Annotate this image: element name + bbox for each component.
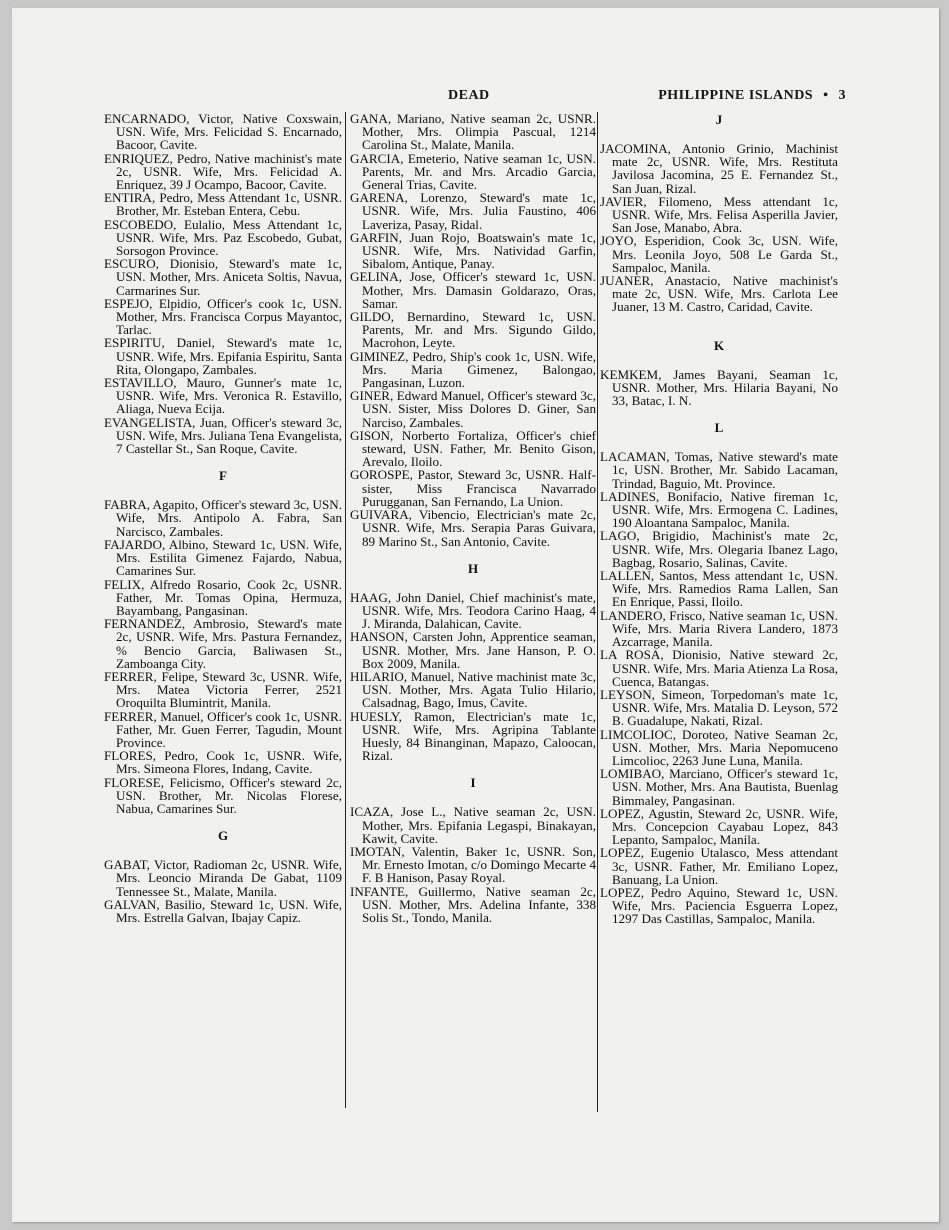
section-letter: F <box>219 468 227 484</box>
page-number: 3 <box>838 88 846 103</box>
casualty-entry: LOMIBAO, Marciano, Officer's steward 1c, USN. Mother, Mrs. Ana Bautista, Buenlag Bimmaley, Pangasinan. <box>600 766 838 808</box>
casualty-entry: GINER, Edward Manuel, Officer's steward 3c, USN. Sister, Miss Dolores D. Giner, San Narciso, Zambales. <box>350 388 596 430</box>
casualty-entry: ENCARNADO, Victor, Native Coxswain, USN. Wife, Mrs. Felicidad S. Encarnado, Bacoor, Cavite. <box>104 111 342 153</box>
section-name: PHILIPPINE ISLANDS <box>658 88 814 103</box>
section-letter: J <box>715 112 723 127</box>
casualty-entry: JACOMINA, Antonio Grinio, Machinist mate 2c, USNR. Wife, Mrs. Restituta Javilosa Jacomina, 25 E. Fernandez St., San Juan, Rizal. <box>600 141 838 196</box>
casualty-entry: GISON, Norberto Fortaliza, Officer's chief steward, USN. Father, Mr. Benito Gison, Arevalo, Iloilo. <box>350 427 596 470</box>
casualty-entry: GARFIN, Juan Rojo, Boatswain's mate 1c, USNR. Wife, Mrs. Natividad Garfin, Sibalom, Antique, Panay. <box>350 229 596 272</box>
casualty-entry: GOROSPE, Pastor, Steward 3c, USNR. Half-sister, Miss Francisca Navarrado Purugganan, San Fernando, La Union. <box>350 467 596 509</box>
section-letter: K <box>713 337 725 353</box>
header-bullet: • <box>823 88 829 103</box>
entry-list <box>350 112 596 548</box>
casualty-entry: GELINA, Jose, Officer's steward 1c, USN. Mother, Mrs. Damasin Goldarazo, Oras, Samar. <box>350 269 596 311</box>
casualty-entry: ESPEJO, Elpidio, Officer's cook 1c, USN. Mother, Mrs. Francisca Corpus Mayantoc, Tarlac. <box>104 295 342 338</box>
casualty-entry: JUANER, Anastacio, Native machinist's mate 2c, USN. Wife, Mrs. Carlota Lee Juaner, 13 M. Castro, Caridad, Cavite. <box>600 273 838 315</box>
column-2 <box>350 112 596 924</box>
column-1 <box>104 112 342 924</box>
casualty-entry: LACAMAN, Tomas, Native steward's mate 1c, USN. Brother, Mr. Sabido Lacaman, Trindad, Baguio, Mt. Province. <box>600 449 838 491</box>
column-3 <box>600 112 838 926</box>
casualty-entry: LIMCOLIOC, Doroteo, Native Seaman 2c, USN. Mother, Mrs. Maria Nepomuceno Limcolioc, 2263 June Luna, Manila. <box>600 726 838 768</box>
section-letter: G <box>217 828 229 844</box>
casualty-entry: KEMKEM, James Bayani, Seaman 1c, USNR. Mother, Mrs. Hilaria Bayani, No 33, Batac, I. N. <box>600 366 838 409</box>
casualty-entry: GANA, Mariano, Native seaman 2c, USNR. Mother, Mrs. Olimpia Pascual, 1214 Carolina St., Malate, Manila. <box>350 111 596 153</box>
casualty-entry: GUIVARA, Vibencio, Electrician's mate 2c, USNR. Wife, Mrs. Serapia Paras Guivara, 89 Marino St., San Antonio, Cavite. <box>350 507 596 549</box>
casualty-entry: LOPEZ, Agustin, Steward 2c, USNR. Wife, Mrs. Concepcion Cayabau Lopez, 843 Lepanto, Sampaloc, Manila. <box>600 805 838 848</box>
section-letter: H <box>467 560 479 576</box>
casualty-entry: FERRER, Manuel, Officer's cook 1c, USNR. Father, Mr. Guen Ferrer, Tagudin, Mount Province. <box>104 708 342 750</box>
entry-list <box>104 858 342 924</box>
section-letter: I <box>470 775 476 791</box>
casualty-entry: FERNANDEZ, Ambrosio, Steward's mate 2c, USNR. Wife, Mrs. Pastura Fernandez, % Bencio Garcia, Baliwasen St., Zamboanga City. <box>104 616 342 671</box>
casualty-entry: HUESLY, Ramon, Electrician's mate 1c, USNR. Wife, Mrs. Agripina Tablante Huesly, 84 Binanginan, Mapazo, Caloocan, Rizal. <box>350 708 596 764</box>
page-title: DEAD <box>448 88 490 103</box>
casualty-entry: GALVAN, Basilio, Steward 1c, USN. Wife, Mrs. Estrella Galvan, Ibajay Capiz. <box>104 896 342 925</box>
casualty-entry: FELIX, Alfredo Rosario, Cook 2c, USNR. Father, Mr. Tomas Opina, Hermuza, Bayambang, Pangasinan. <box>104 576 342 618</box>
casualty-entry: GARENA, Lorenzo, Steward's mate 1c, USNR. Wife, Mrs. Julia Faustino, 406 Laveriza, Pasay, Ridal. <box>350 190 596 232</box>
page-header <box>12 84 939 108</box>
casualty-entry: GARCIA, Emeterio, Native seaman 1c, USN. Parents, Mr. and Mrs. Arcadio Garcia, General Trias, Cavite. <box>350 150 596 193</box>
entry-list <box>104 498 342 815</box>
casualty-entry: LOPEZ, Pedro Aquino, Steward 1c, USN. Wife, Mrs. Paciencia Esguerra Lopez, 1297 Das Castillas, Sampaloc, Manila. <box>600 884 838 927</box>
casualty-entry: FERRER, Felipe, Steward 3c, USNR. Wife, Mrs. Matea Victoria Ferrer, 2521 Oroquilta Blumintrit, Manila. <box>104 668 342 711</box>
document-page <box>12 8 939 1222</box>
column-divider <box>597 112 598 1112</box>
casualty-entry: ICAZA, Jose L., Native seaman 2c, USN. Mother, Mrs. Epifania Legaspi, Binakayan, Kawit, Cavite. <box>350 804 596 846</box>
casualty-entry: INFANTE, Guillermo, Native seaman 2c, USN. Mother, Mrs. Adelina Infante, 338 Solis St., Tondo, Manila. <box>350 883 596 925</box>
casualty-entry: HAAG, John Daniel, Chief machinist's mate, USNR. Wife, Mrs. Teodora Carino Haag, 4 J. Miranda, Dalahican, Cavite. <box>350 589 596 632</box>
casualty-entry: ENRIQUEZ, Pedro, Native machinist's mate 2c, USNR. Wife, Mrs. Felicidad A. Enriquez, 39 J Ocampo, Bacoor, Cavite. <box>104 150 342 193</box>
casualty-entry: ESCURO, Dionisio, Steward's mate 1c, USN. Mother, Mrs. Aniceta Soltis, Navua, Carmarines Sur. <box>104 256 342 298</box>
casualty-entry: ENTIRA, Pedro, Mess Attendant 1c, USNR. Brother, Mr. Esteban Entera, Cebu. <box>104 190 342 219</box>
casualty-entry: FABRA, Agapito, Officer's steward 3c, USN. Wife, Mrs. Antipolo A. Fabra, San Narcisco, Zambales. <box>104 497 342 539</box>
entry-list <box>350 805 596 924</box>
casualty-entry: HANSON, Carsten John, Apprentice seaman, USNR. Mother, Mrs. Jane Hanson, P. O. Box 2009, Manila. <box>350 629 596 671</box>
casualty-entry: IMOTAN, Valentin, Baker 1c, USNR. Son, Mr. Ernesto Imotan, c/o Domingo Mecarte 4 F. B Hanison, Pasay Royal. <box>350 843 596 886</box>
casualty-entry: FLORES, Pedro, Cook 1c, USNR. Wife, Mrs. Simeona Flores, Indang, Cavite. <box>104 748 342 777</box>
casualty-entry: LOPEZ, Eugenio Utalasco, Mess attendant 3c, USNR. Father, Mr. Emiliano Lopez, Banuang, La Union. <box>600 845 838 887</box>
casualty-entry: EVANGELISTA, Juan, Officer's steward 3c, USN. Wife, Mrs. Juliana Tena Evangelista, 7 Castellar St., San Roque, Cavite. <box>104 414 342 457</box>
running-head <box>658 88 846 104</box>
casualty-entry: HILARIO, Manuel, Native machinist mate 3c, USN. Mother, Mrs. Agata Tulio Hilario, Calsadnag, Bago, Imus, Cavite. <box>350 668 596 711</box>
casualty-entry: ESTAVILLO, Mauro, Gunner's mate 1c, USNR. Wife, Mrs. Veronica R. Estavillo, Aliaga, Nueva Ecija. <box>104 375 342 417</box>
casualty-entry: JOYO, Esperidion, Cook 3c, USN. Wife, Mrs. Leonila Joyo, 508 Le Garda St., Sampaloc, Manila. <box>600 233 838 275</box>
casualty-entry: GIMINEZ, Pedro, Ship's cook 1c, USN. Wife, Mrs. Maria Gimenez, Balongao, Pangasinan, Luzon. <box>350 348 596 391</box>
entry-list <box>600 368 838 408</box>
casualty-entry: LALLEN, Santos, Mess attendant 1c, USN. Wife, Mrs. Ramedios Rama Lallen, San En Enrique, Passi, Iloilo. <box>600 568 838 610</box>
section-letter: L <box>714 420 724 436</box>
casualty-entry: LA ROSA, Dionisio, Native steward 2c, USNR. Wife, Mrs. Maria Atienza La Rosa, Cuenca, Batangas. <box>600 647 838 689</box>
casualty-entry: LEYSON, Simeon, Torpedoman's mate 1c, USNR. Wife, Mrs. Matalia D. Leyson, 572 B. Guadalupe, Nakati, Rizal. <box>600 686 838 729</box>
column-divider <box>345 112 346 1108</box>
casualty-entry: FAJARDO, Albino, Steward 1c, USN. Wife, Mrs. Estilita Gimenez Fajardo, Nabua, Camarines Sur. <box>104 536 342 579</box>
entry-list <box>600 142 838 314</box>
entry-list <box>104 112 342 455</box>
casualty-entry: JAVIER, Filomeno, Mess attendant 1c, USNR. Wife, Mrs. Felisa Asperilla Javier, San Jose, Manabo, Abra. <box>600 193 838 236</box>
casualty-entry: LANDERO, Frisco, Native seaman 1c, USN. Wife, Mrs. Maria Rivera Landero, 1873 Azcarrage, Manila. <box>600 607 838 650</box>
casualty-entry: GILDO, Bernardino, Steward 1c, USN. Parents, Mr. and Mrs. Sigundo Gildo, Macrohon, Leyte. <box>350 309 596 351</box>
casualty-entry: LADINES, Bonifacio, Native fireman 1c, USNR. Wife, Mrs. Ermogena C. Ladines, 190 Aloantana Sampaloc, Manila. <box>600 488 838 531</box>
entry-list <box>600 450 838 925</box>
entry-list <box>350 591 596 763</box>
casualty-entry: ESCOBEDO, Eulalio, Mess Attendant 1c, USNR. Wife, Mrs. Paz Escobedo, Gubat, Sorsogon Province. <box>104 216 342 259</box>
casualty-entry: FLORESE, Felicismo, Officer's steward 2c, USN. Brother, Mr. Nicolas Florese, Nabua, Camarines Sur. <box>104 774 342 816</box>
casualty-entry: GABAT, Victor, Radioman 2c, USNR. Wife, Mrs. Leoncio Miranda De Gabat, 1109 Tennessee St., Malate, Manila. <box>104 857 342 899</box>
casualty-entry: ESPIRITU, Daniel, Steward's mate 1c, USNR. Wife, Mrs. Epifania Espiritu, Santa Rita, Olongapo, Zambales. <box>104 335 342 377</box>
casualty-entry: LAGO, Brigidio, Machinist's mate 2c, USNR. Wife, Mrs. Olegaria Ibanez Lago, Bagbag, Rosario, Salinas, Cavite. <box>600 528 838 570</box>
